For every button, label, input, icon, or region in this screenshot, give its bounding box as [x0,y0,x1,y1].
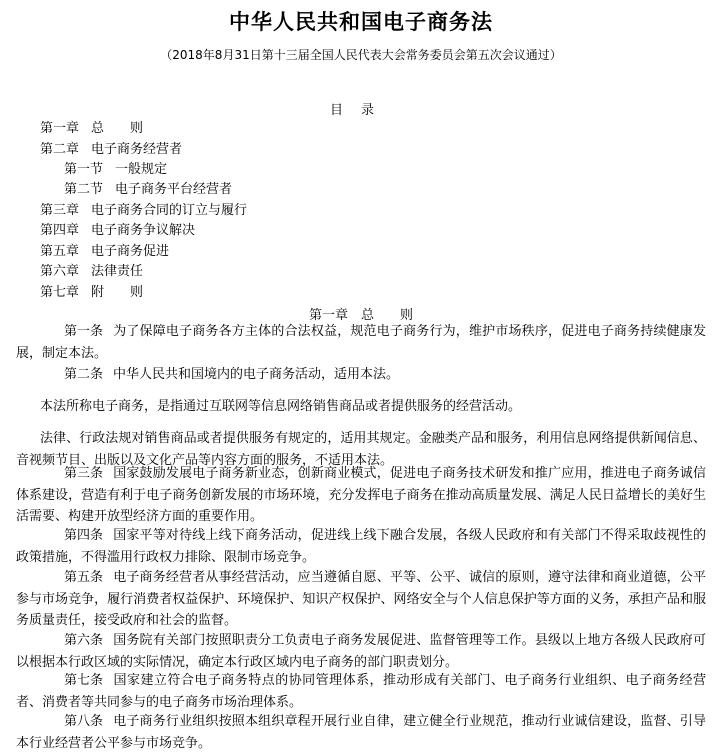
toc-item-number: 第七章 [40,285,80,300]
toc-item [40,221,195,241]
toc-item [40,283,143,303]
toc-item-number: 第四章 [40,223,80,238]
article-text: 中华人民共和国境内的电子商务活动，适用本法。 [113,367,400,382]
article-text: 为了保障电子商务各方主体的合法权益，规范电子商务行为，维护市场秩序，促进电子商务持续健康发展，制定本法。 [16,324,706,361]
article-number: 第二条 [64,367,104,382]
article-number: 第七条 [64,673,104,688]
toc-item [40,262,143,282]
toc-item-label: 电子商务经营者 [91,142,183,157]
toc-item-number: 第一章 [40,121,80,136]
article-text: 法律、行政法规对销售商品或者提供服务有规定的，适用其规定。金融类产品和服务，利用信息网络提供新闻信息、音视频节目、出版以及文化产品等内容方面的服务，不适用本法。 [16,431,706,468]
toc-item [40,119,143,139]
article-paragraph [16,321,706,364]
chapter-heading: 第一章 总 则 [308,308,413,323]
article-paragraph [16,463,706,528]
article-paragraph [16,364,706,386]
toc-item-number: 第一节 [64,162,104,177]
toc-item-number: 第三章 [40,203,80,218]
article-number: 第六条 [64,633,104,648]
toc-item-label: 电子商务平台经营者 [115,182,233,197]
toc-item-label: 总 则 [91,121,144,136]
toc-item [64,180,232,200]
article-text: 电子商务经营者从事经营活动，应当遵循自愿、平等、公平、诚信的原则，遵守法律和商业道德，公平参与市场竞争，履行消费者权益保护、环境保护、知识产权保护、网络安全与个人信息保护等方面的义务，承担产品和服务质量责任，接受政府和社会的监督。 [16,570,706,628]
article-number: 第五条 [64,570,104,585]
toc-item [64,160,167,180]
article-number: 第四条 [64,528,104,543]
toc-item-label: 电子商务争议解决 [91,223,196,238]
toc-item-label: 一般规定 [115,162,168,177]
toc-item-label: 电子商务合同的订立与履行 [91,203,248,218]
article-text: 国家建立符合电子商务特点的协同管理体系，推动形成有关部门、电子商务行业组织、电子商务经营者、消费者等共同参与的电子商务市场治理体系。 [16,673,706,710]
article-paragraph [16,711,706,754]
article-number: 第三条 [64,466,104,481]
article-paragraph [16,567,706,632]
article-number: 第一条 [64,324,104,339]
toc-item-label: 电子商务促进 [91,244,170,259]
toc-item-number: 第六章 [40,264,80,279]
toc-item-label: 附 则 [91,285,144,300]
article-number: 第八条 [64,714,104,729]
toc-heading: 目录 [329,103,392,118]
toc-item-number: 第五章 [40,244,80,259]
article-paragraph [16,670,706,713]
toc-item [40,201,247,221]
toc-item [40,242,169,262]
toc-item-number: 第二节 [64,182,104,197]
article-text: 国务院有关部门按照职责分工负责电子商务发展促进、监督管理等工作。县级以上地方各级人民政府可以根据本行政区域的实际情况，确定本行政区域内电子商务的部门职责划分。 [16,633,706,670]
article-text: 国家平等对待线上线下商务活动，促进线上线下融合发展，各级人民政府和有关部门不得采取歧视性的政策措施，不得滥用行政权力排除、限制市场竞争。 [16,528,706,565]
article-text: 本法所称电子商务，是指通过互联网等信息网络销售商品或者提供服务的经营活动。 [40,399,522,414]
article-text: 国家鼓励发展电子商务新业态，创新商业模式，促进电子商务技术研发和推广应用，推进电子商务诚信体系建设，营造有利于电子商务创新发展的市场环境，充分发挥电子商务在推动高质量发展、满足人民日益增长的美好生活需要、构建开放型经济方面的重要作用。 [16,466,706,524]
article-paragraph [16,525,706,568]
toc-item-number: 第二章 [40,142,80,157]
toc-item-label: 法律责任 [91,264,144,279]
toc-item [40,140,182,160]
article-continuation-paragraph [16,396,706,418]
article-text: 电子商务行业组织按照本组织章程开展行业自律，建立健全行业规范，推动行业诚信建设，监督、引导本行业经营者公平参与市场竞争。 [16,714,706,751]
law-title: 中华人民共和国电子商务法 [229,9,493,34]
article-paragraph [16,630,706,673]
adoption-note: （2018年8月31日第十三届全国人民代表大会常务委员会第五次会议通过） [160,48,562,62]
